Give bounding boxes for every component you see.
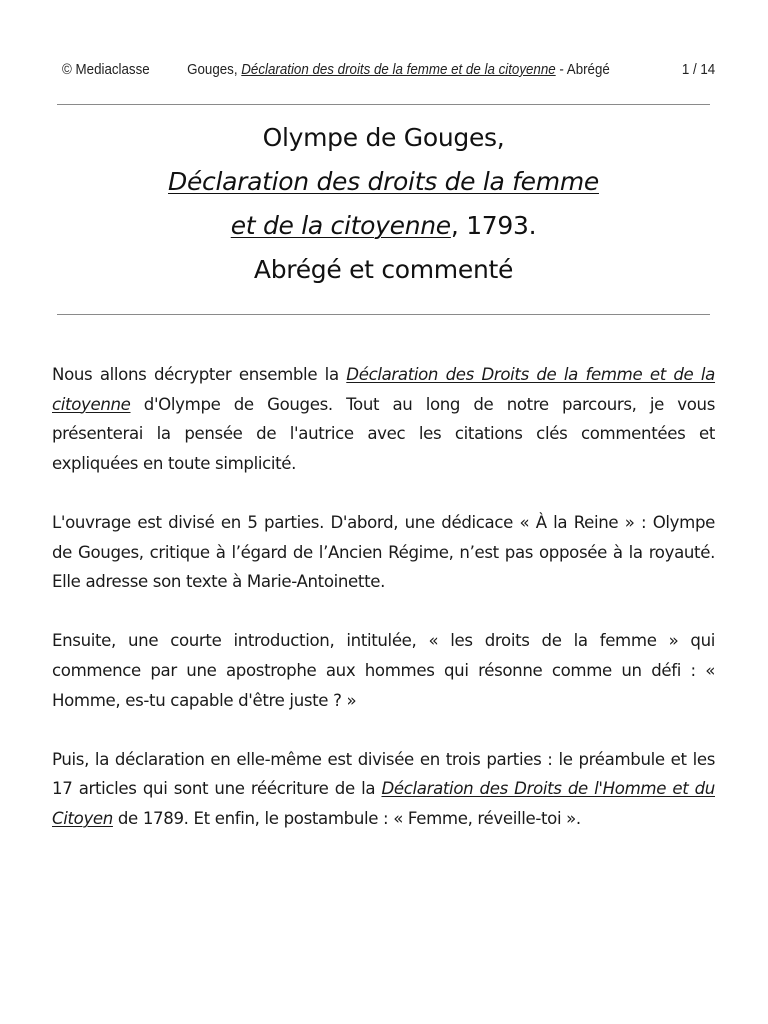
title-line-work-1	[57, 160, 710, 204]
title-work-part2: et de la citoyenne	[230, 211, 451, 240]
paragraph-structure: L'ouvrage est divisé en 5 parties. D'abord, une dédicace « À la Reine » : Olympe de Gouges, critique à l’égard de l’Ancien Régime, n’est pas opposée à la royauté. Elle adresse son texte à Marie-Antoinette.	[52, 512, 715, 592]
title-work-part1: Déclaration des droits de la femme	[168, 167, 599, 196]
title-line-author: Olympe de Gouges,	[262, 123, 505, 152]
title-line-subtitle: Abrégé et commenté	[253, 255, 514, 284]
page-header	[62, 62, 716, 86]
paragraph-intro-start: Nous allons décrypter ensemble la	[52, 365, 347, 384]
paragraph-introduction: Ensuite, une courte introduction, intitulée, « les droits de la femme » qui commence par une apostrophe aux hommes qui résonne comme un défi : « Homme, es-tu capable d'être juste ? »	[52, 631, 715, 710]
paragraph-declaration-work: Déclaration des Droits de l'Homme et du Citoyen	[52, 779, 715, 828]
document-title	[57, 116, 710, 292]
paragraph-declaration	[52, 745, 715, 834]
paragraph-declaration-end: de 1789. Et enfin, le postambule : « Femme, réveille-toi ».	[112, 808, 581, 828]
paragraph-declaration-start: Puis, la déclaration en elle-même est divisée en trois parties : le préambule et les 17 articles qui sont une réécriture de la	[52, 749, 715, 799]
title-year: , 1793.	[450, 211, 537, 240]
paragraph-intro-end: d'Olympe de Gouges. Tout au long de notre parcours, je vous présenterai la pensée de l'autrice avec les citations clés commentées et expliquées en toute simplicité.	[52, 394, 715, 473]
bottom-divider	[57, 314, 710, 315]
page-indicator: 1 / 14	[681, 62, 716, 78]
running-title-work: Déclaration des droits de la femme et de la citoyenne	[241, 62, 556, 78]
paragraph-intro-work: Déclaration des Droits de la femme et de la citoyenne	[52, 365, 716, 414]
running-title	[187, 62, 610, 78]
copyright-label: © Mediaclasse	[62, 62, 150, 78]
paragraph-intro	[52, 360, 715, 478]
top-divider	[57, 104, 710, 105]
running-title-suffix: - Abrégé	[559, 62, 610, 78]
document-body	[52, 360, 715, 863]
running-title-author: Gouges,	[187, 62, 238, 78]
title-line-work-2	[57, 204, 710, 248]
